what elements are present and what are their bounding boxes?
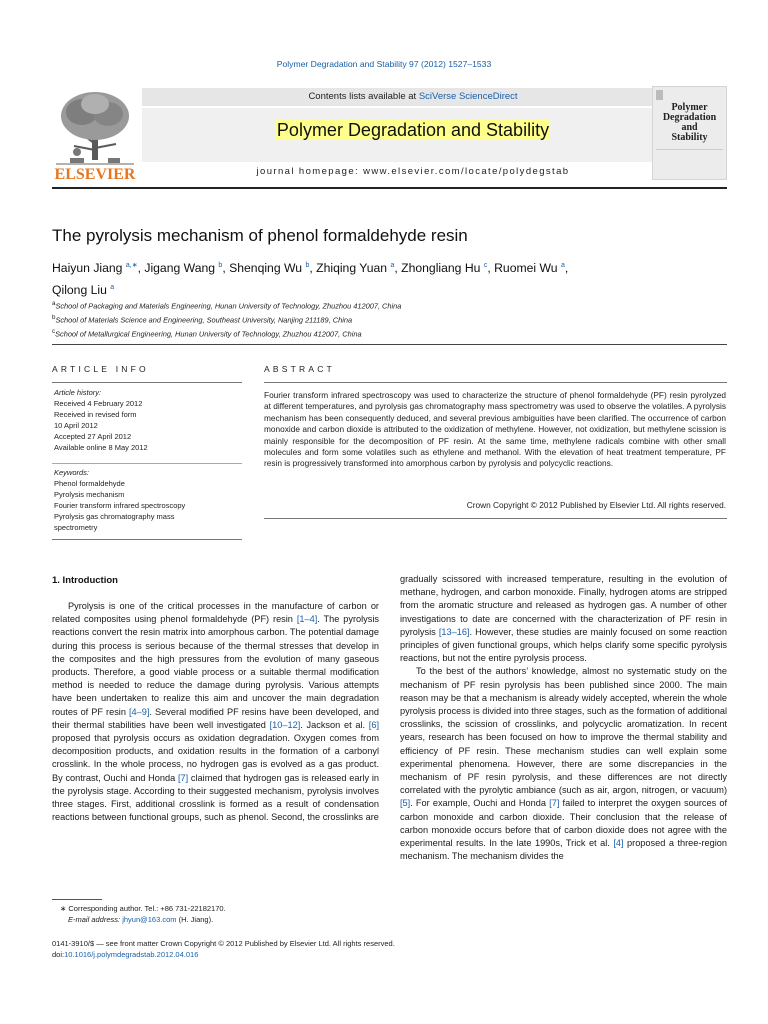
contents-bar [142,88,684,106]
doi-label: doi: [52,950,65,959]
author-affiliation-link[interactable]: a,∗ [125,262,138,269]
citation-link[interactable]: [1–4] [296,614,318,625]
affiliation-item: $^c$School of Metallurgical Engineering, Hunan University of Technology, Zhuzhou 412007, China [52,327,362,339]
citation-link[interactable]: [4–9] [128,706,150,717]
article-title: The pyrolysis mechanism of phenol formaldehyde resin [52,226,468,245]
keyword-item: Fourier transform infrared spectroscopy [54,501,186,510]
history-item: 10 April 2012 [54,421,98,430]
author-name: Zhongliang Hu [401,261,481,276]
email-label: E-mail address: [68,915,123,924]
tree-icon [52,86,138,184]
author-affiliation-link[interactable]: b [218,262,223,269]
keyword-item: Pyrolysis gas chromatography mass [54,512,175,521]
author-list: Haiyun Jiang $^{a,∗}$, Jigang Wang $^b$, Shenqing Wu $^b$, Zhiqing Yuan $^a$, Zhongliang Hu $^c$, Ruomei Wu $^a$, Qilong Liu $^a$ [52,261,569,298]
doi-link[interactable]: 10.1016/j.polymdegradstab.2012.04.016 [64,950,199,959]
author-name: Qilong Liu [52,283,107,298]
author-name: Ruomei Wu [494,261,558,276]
header-divider [52,344,727,345]
citation-link[interactable]: [6] [368,719,379,730]
cover-title: Polymer Degradation and Stability [662,102,717,143]
history-item: Received in revised form [54,410,137,419]
journal-masthead [52,86,727,184]
author-affiliation-link[interactable]: b [305,262,310,269]
journal-title-band [142,108,684,162]
author-name: Haiyun Jiang [52,261,123,276]
keywords-heading: Keywords: [54,468,90,477]
keyword-item: Pyrolysis mechanism [54,490,125,499]
author-affiliation-link[interactable]: a [110,284,115,292]
corresponding-author: ∗ Corresponding author. Tel.: +86 731-22182170. [60,904,226,913]
issn-line: 0141-3910/$ — see front matter Crown Copyright © 2012 Published by Elsevier Ltd. All rights reserved. [52,939,395,948]
sciencedirect-link[interactable]: SciVerse ScienceDirect [418,91,518,102]
author-affiliation-link[interactable]: a [390,262,395,269]
journal-citation[interactable]: Polymer Degradation and Stability 97 (2012) 1527–1533 [276,59,492,69]
article-history [54,387,242,453]
author-name: Shenqing Wu [229,261,303,276]
masthead-center [142,86,684,184]
keyword-item: Phenol formaldehyde [54,479,125,488]
section-heading-introduction: 1. Introduction [52,575,118,586]
article-info-separator [52,463,242,464]
affiliation-item: $^a$School of Packaging and Materials Engineering, Hunan University of Technology, Zhuzhou 412007, China [52,300,402,311]
journal-cover-thumbnail[interactable] [652,86,727,180]
author-name: Zhiqing Yuan [316,261,388,276]
paragraph: To the best of the authors’ knowledge, almost no systematic study on the mechanism of PF resin pyrolysis has been published since 2000. The main reason may be that a mechanism is already widely accepted, wherein the whole pyrolysis process is divided into three stages, such as the formation of additional crosslinks, the scission of crosslinks, and polycyclic aromatization. In recent years, research has been focused on how to improve the thermal stability and efficiency of PF resin. These mechanism studies can well explain some experimental phenomena. However, there are some discrepancies in the mechanism of PF resin pyrolysis, and these differences are not directly correlated with the pyrolytic ambiance (such as air, argon, nitrogen, or vacuum) [5]. For example, Ouchi and Honda [7] failed to interpret the oxygen sources of carbon monoxide and carbon dioxide. Their conclusion that the release of carbon monoxide occurs before that of carbon dioxide does not agree with the experimental results. In the late 1990s, Trick et al. [4] proposed a three-region mechanism. The mechanism divides the [400,666,727,862]
abstract-text: Fourier transform infrared spectroscopy was used to characterize the structure of phenol formaldehyde (PF) resin pyrolyzed at different temperatures, and pyrolysis gas chromatography mass spectrometry was used to observe the volatiles. A pyrolysis mechanism has been consequently deduced, and several previous ambiguities have been clarified. The occurrence of carbon monoxide and carbon dioxide is attributed to the oxidization of methylene. However, not oxidization, but methylene scission is mainly responsible for the decomposition of PF resin. At the same time, methylene radicals combine with other small molecules and form some volatiles such as ethylene and methanol. With the elevation of heat treatment temperature, PF resin is progressively transformed into amorphous carbon by pyrolysis and polycyclic reactions. [264,390,726,469]
history-item: Received 4 February 2012 [54,399,143,408]
journal-homepage-link[interactable]: journal homepage: www.elsevier.com/locate/polydegstab [256,166,570,177]
history-heading: Article history: [54,388,102,397]
journal-title: Polymer Degradation and Stability [276,120,550,140]
keyword-item: spectrometry [54,523,98,532]
author-affiliation-link[interactable]: c [483,262,488,269]
citation-link[interactable]: [13–16] [438,626,470,637]
affiliation-item: $^b$School of Materials Science and Engineering, Southeast University, Nanjing 211189, China [52,313,353,325]
affiliations [52,298,732,340]
contents-prefix: Contents lists available at [308,91,419,102]
abstract-label: ABSTRACT [264,364,335,374]
keywords [54,467,224,533]
author-name: Jigang Wang [144,261,216,276]
email-link[interactable]: jhyun@163.com [122,915,177,924]
paragraph: gradually scissored with increased temperature, resulting in the evolution of methane, hydrogen, and carbon monoxide. Finally, hydrogen atoms are stripped from the aromatic structure and released as hydrogen gas. A number of other investigations to date are concerned with the characterization of PF resin in pyrolysis [13–16]. However, these studies are mainly focused on some reaction principles of given functional groups, which helps clarify some specific pyrolysis reactions, but not the entire pyrolysis process. [400,574,727,664]
elsevier-logo[interactable] [52,86,138,184]
citation-link[interactable]: [7] [549,798,560,809]
article-info-label: ARTICLE INFO [52,364,149,374]
citation-link[interactable]: [10–12] [269,719,301,730]
masthead-rule [52,187,727,189]
issn-doi-footer [52,938,652,960]
citation-link[interactable]: [5] [400,798,411,809]
body-column-right [400,573,727,863]
abstract-rule [264,382,727,383]
author-affiliation-link[interactable]: a [560,262,565,269]
svg-text:ELSEVIER: ELSEVIER [54,166,136,183]
article-info-bottom-rule [52,539,242,540]
copyright-line: Crown Copyright © 2012 Published by Elsevier Ltd. All rights reserved. [466,500,726,510]
corresponding-author-footnote: ∗ Corresponding author. Tel.: +86 731-22182170. E-mail address: jhyun@163.com (H. Jiang). [60,903,380,925]
abstract-bottom-rule [264,518,727,519]
article-info-rule [52,382,242,383]
body-column-left [52,600,379,824]
history-item: Accepted 27 April 2012 [54,432,132,441]
citation-link[interactable]: [7] [177,772,189,783]
paragraph: Pyrolysis is one of the critical processes in the manufacture of carbon or related composites using phenol formaldehyde (PF) resin [1–4]. The pyrolysis reactions convert the resin matrix into amorphous carbon. The potential damage during this process is serious because of the thermal stresses that develop in the composites and the high pressures from the evolution of many gaseous products. Therefore, a good viable process or a suitable thermal modification method is needed to reduce the damage during pyrolysis. Various attempts have been undertaken to realize this aim and uncover the main degradation routes of PF resin [4–9]. Several modified PF resins have been developed, and their thermal stabilities have been well investigated [10–12]. Jackson et al. [6] proposed that pyrolysis occurs as oxidation degradation. Oxygen comes from decomposition products, and oxidation results in the formation of a carbonyl crosslink. In the whole process, no hydrogen gas is evolved as a gas product. By contrast, Ouchi and Honda [7] claimed that hydrogen gas is released early in the pyrolysis stage. According to their suggested mechanism, pyrolysis involves three stages. First, additional crosslink is formed as a result of condensation reactions between functional groups, such as phenol. Second, the crosslinks are [52,601,380,823]
history-item: Available online 8 May 2012 [54,443,148,452]
citation-link[interactable]: [4] [613,838,624,849]
footnote-rule [52,899,102,900]
